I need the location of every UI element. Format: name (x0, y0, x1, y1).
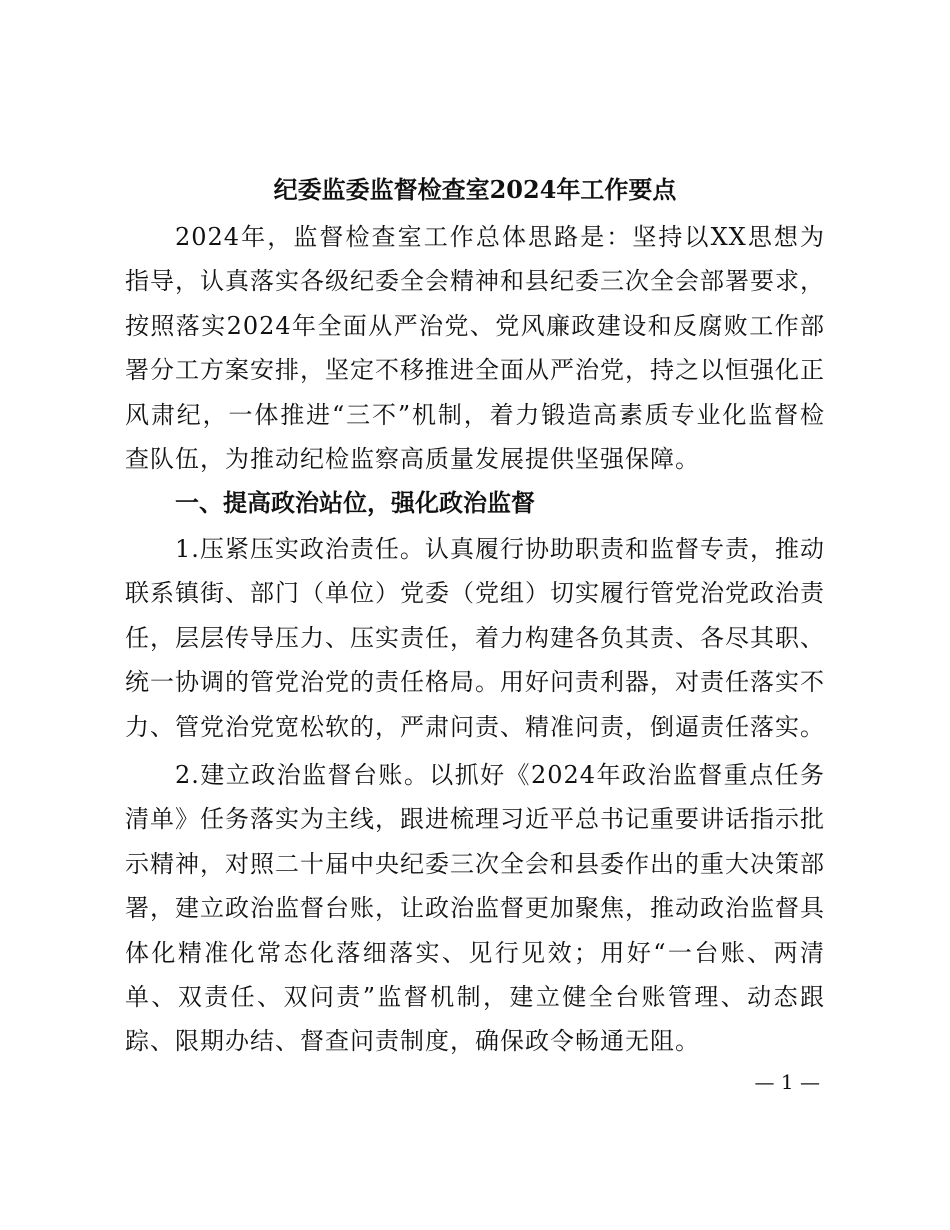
item-paragraph-2: 2.建立政治监督台账。以抓好《2024年政治监督重点任务清单》任务落实为主线，跟进梳理习近平总书记重要讲话指示批示精神，对照二十届中央纪委三次全会和县委作出的重大决策部署，建立政治监督台账，让政治监督更加聚焦，推动政治监督具体化精准化常态化落细落实、见行见效；用好“一台账、两清单、双责任、双问责”监督机制，建立健全台账管理、动态跟踪、限期办结、督查问责制度，确保政令畅通无阻。 (125, 761, 825, 1056)
intro-paragraph: 2024年，监督检查室工作总体思路是：坚持以XX思想为指导，认真落实各级纪委全会精神和县纪委三次全会部署要求，按照落实2024年全面从严治党、党风廉政建设和反腐败工作部署分工方案安排，坚定不移推进全面从严治党，持之以恒强化正风肃纪，一体推进“三不”机制，着力锻造高素质专业化监督检查队伍，为推动纪检监察高质量发展提供坚强保障。 (125, 223, 825, 474)
section-heading: 一、提高政治站位，强化政治监督 (175, 488, 535, 517)
page-number: — 1 — (754, 1070, 820, 1094)
item-paragraph-1: 1.压紧压实政治责任。认真履行协助职责和监督专责，推动联系镇街、部门（单位）党委（党组）切实履行管党治党政治责任，层层传导压力、压实责任，着力构建各负其责、各尽其职、统一协调的管党治党的责任格局。用好问责利器，对责任落实不力、管党治党宽松软的，严肃问责、精准问责，倒逼责任落实。 (125, 535, 825, 741)
document-title: 纪委监委监督检查室2024年工作要点 (273, 175, 677, 204)
